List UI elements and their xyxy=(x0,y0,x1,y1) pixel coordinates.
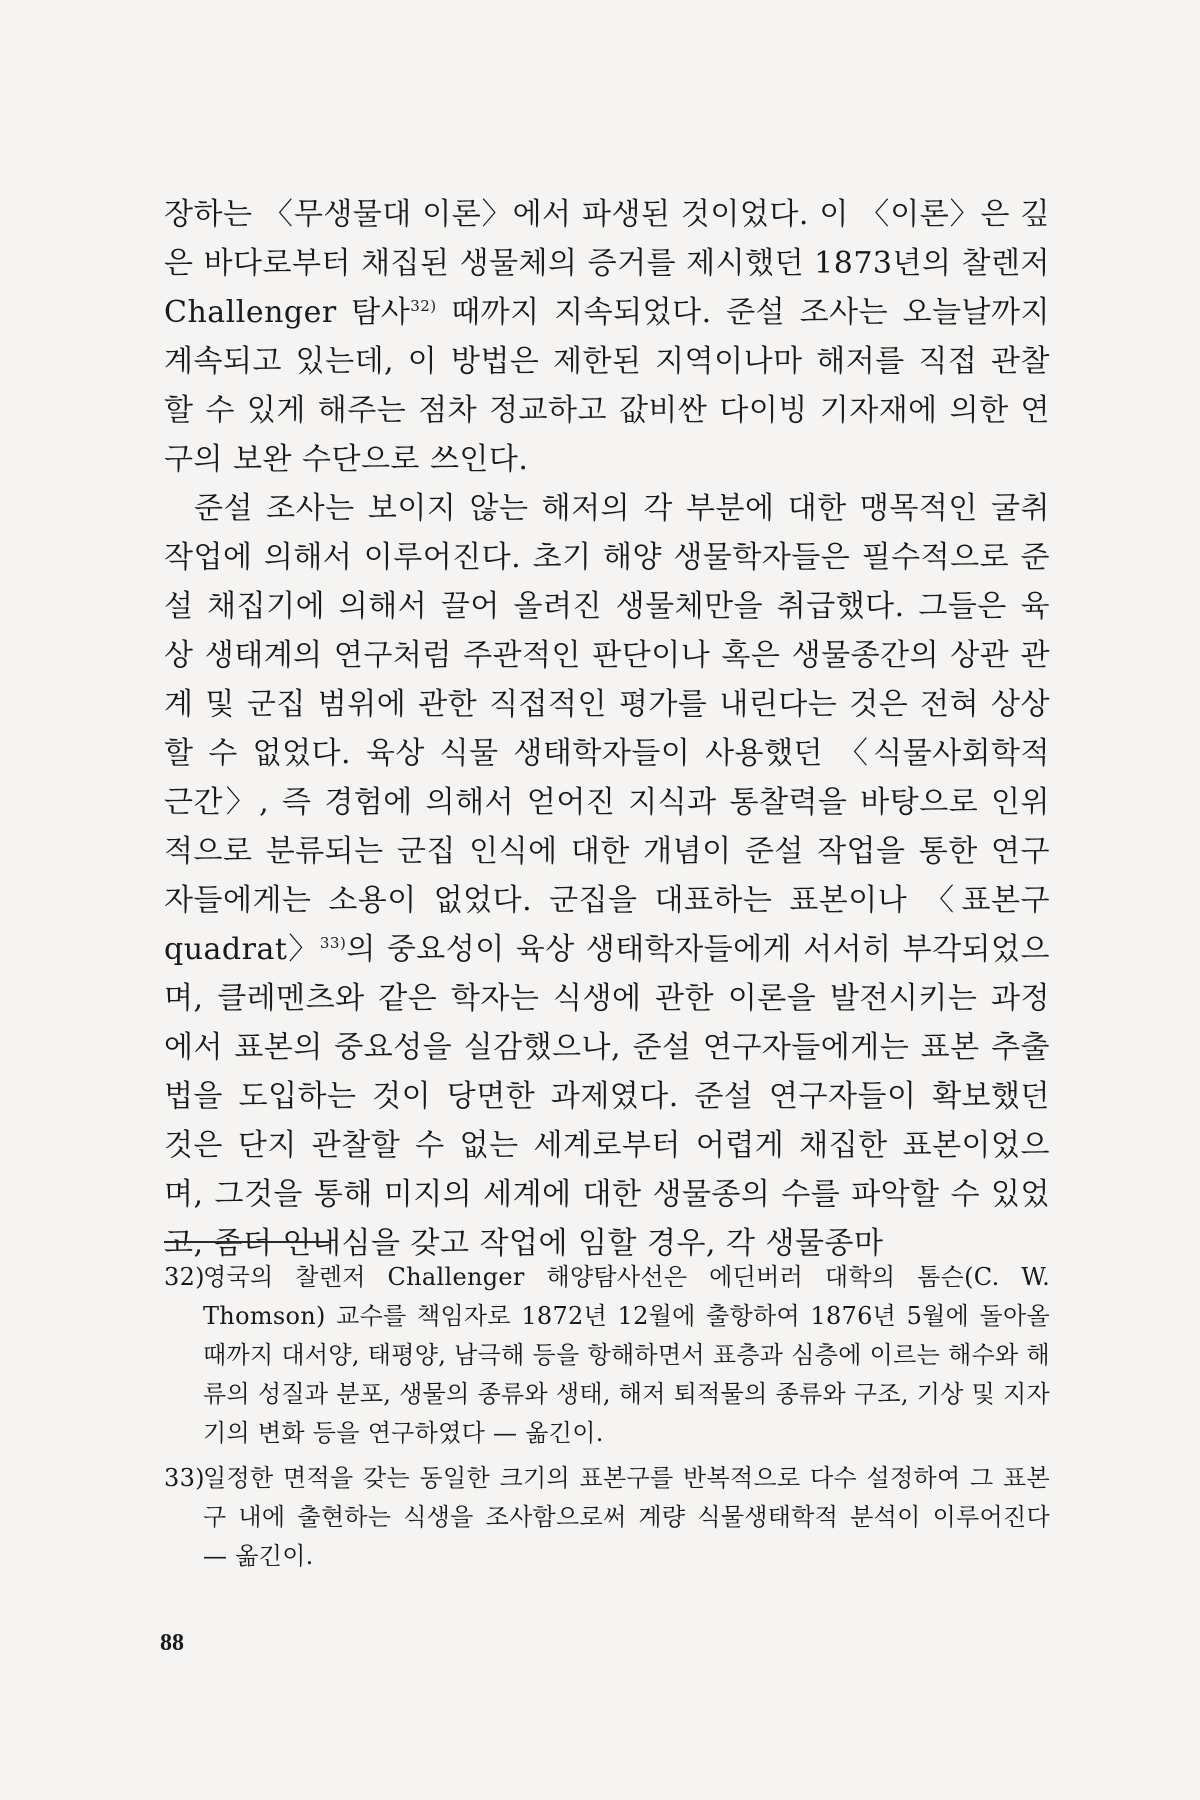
page-number: 88 xyxy=(160,1630,184,1656)
footnotes-section xyxy=(164,1258,1050,1582)
paragraph-2-text-end: 의 중요성이 육상 생태학자들에게 서서히 부각되었으며, 클레멘츠와 같은 학자는 식생에 관한 이론을 발전시키는 과정에서 표본의 중요성을 실감했으나, 준설 연구자들에게는 표본 추출법을 도입하는 것이 당면한 과제였다. 준설 연구자들이 확보했던 것은 단지 관찰할 수 없는 세계로부터 어렵게 채집한 표본이었으며, 그것을 통해 미지의 세계에 대한 생물종의 수를 파악할 수 있었고, 좀더 인내심을 갖고 작업에 임할 경우, 각 생물종마 xyxy=(164,932,1050,1261)
footnote-divider xyxy=(164,1241,329,1243)
footnote-number: 33) xyxy=(164,1464,205,1492)
paragraph-1-text-end: 때까지 지속되었다. 준설 조사는 오늘날까지 계속되고 있는데, 이 방법은 제한된 지역이나마 해저를 직접 관찰할 수 있게 해주는 점차 정교하고 값비싼 다이빙 기자재에 의한 연구의 보완 수단으로 쓰인다. xyxy=(164,295,1050,477)
paragraph-1-text: 장하는 〈무생물대 이론〉에서 파생된 것이었다. 이 〈이론〉은 깊은 바다로부터 채집된 생물체의 증거를 제시했던 1873년의 찰렌저 Challenger 탐사 xyxy=(164,197,1050,330)
footnote-33 xyxy=(164,1459,1050,1576)
main-text-block xyxy=(164,190,1050,1268)
footnote-text: 일정한 면적을 갖는 동일한 크기의 표본구를 반복적으로 다수 설정하여 그 표본구 내에 출현하는 식생을 조사함으로써 계량 식물생태학적 분석이 이루어진다 — 옮긴이. xyxy=(203,1464,1050,1570)
footnote-text: 영국의 찰렌저 Challenger 해양탐사선은 에딘버러 대학의 톰슨(C. W. Thomson) 교수를 책임자로 1872년 12월에 출항하여 1876년 5월에 돌아올 때까지 대서양, 태평양, 남극해 등을 항해하면서 표층과 심층에 이르는 해수와 해류의 성질과 분포, 생물의 종류와 생태, 해저 퇴적물의 종류와 구조, 기상 및 지자기의 변화 등을 연구하였다 — 옮긴이. xyxy=(203,1263,1050,1447)
paragraph-2-text: 준설 조사는 보이지 않는 해저의 각 부분에 대한 맹목적인 굴취 작업에 의해서 이루어진다. 초기 해양 생물학자들은 필수적으로 준설 채집기에 의해서 끌어 올려진 생물체만을 취급했다. 그들은 육상 생태계의 연구처럼 주관적인 판단이나 혹은 생물종간의 상관 관계 및 군집 범위에 관한 직접적인 평가를 내린다는 것은 전혀 상상할 수 없었다. 육상 식물 생태학자들이 사용했던 〈식물사회학적 근간〉, 즉 경험에 의해서 얻어진 지식과 통찰력을 바탕으로 인위적으로 분류되는 군집 인식에 대한 개념이 준설 작업을 통한 연구자들에게는 소용이 없었다. 군집을 대표하는 표본이나 〈표본구 quadrat〉 xyxy=(164,491,1050,967)
footnote-number: 32) xyxy=(164,1263,205,1291)
paragraph-1 xyxy=(164,190,1050,484)
footnote-ref-32[interactable]: 32) xyxy=(410,297,437,315)
footnote-ref-33[interactable]: 33) xyxy=(319,934,347,952)
footnote-32 xyxy=(164,1258,1050,1453)
paragraph-2 xyxy=(164,484,1050,1268)
